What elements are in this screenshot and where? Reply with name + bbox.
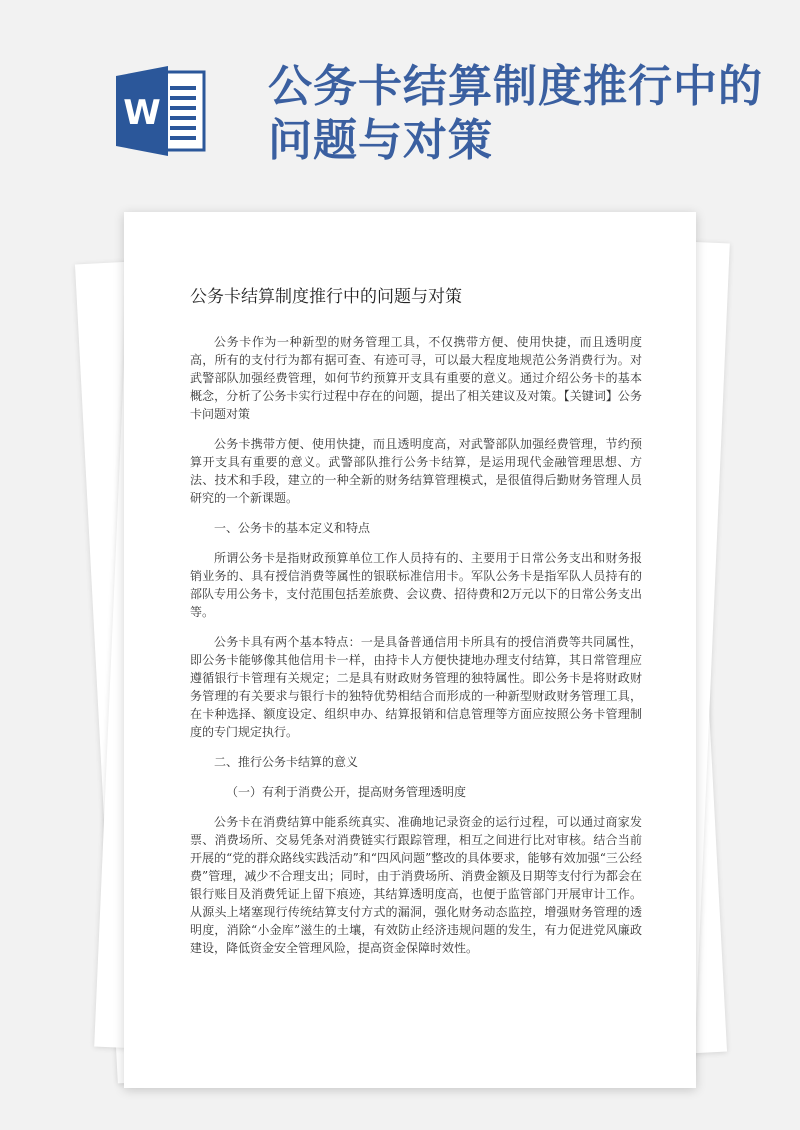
svg-text:W: W: [123, 93, 161, 133]
document-page: [124, 212, 696, 1088]
document-title: 公务卡结算制度推行中的问题与对策: [190, 287, 462, 307]
section-heading: 一、公务卡的基本定义和特点: [214, 521, 371, 535]
section-heading: 二、推行公务卡结算的意义: [214, 755, 359, 769]
body-paragraph: 公务卡在消费结算中能系统真实、准确地记录资金的运行过程，可以通过商家发票、消费场所、交易凭条对消费链实行跟踪管理，相互之间进行比对审核。结合当前开展的“党的群众路线实践活动”和“四风问题”整改的具体要求，能够有效加强“三公经费”管理，减少不合理支出；同时，由于消费场所、消费金额及日期等支付行为都会在银行账目及消费凭证上留下痕迹，其结算透明度高，也便于监管部门开展审计工作。从源头上堵塞现行传统结算支付方式的漏洞，强化财务动态监控，增强财务管理的透明度，消除“小金库”滋生的土壤，有效防止经济违规问题的发生，有力促进党风廉政建设，降低资金安全管理风险，提高资金保障时效性。: [190, 815, 642, 955]
subsection-heading: （一）有利于消费公开，提高财务管理透明度: [226, 785, 467, 799]
document-body: [190, 282, 642, 969]
body-paragraph: 公务卡具有两个基本特点：一是具备普通信用卡所具有的授信消费等共同属性，即公务卡能够像其他信用卡一样，由持卡人方便快捷地办理支付结算，其日常管理应遵循银行卡管理有关规定；二是具有财政财务管理的独特属性。即公务卡是将财政财务管理的有关要求与银行卡的独特优势相结合而形成的一种新型财政财务管理工具，在卡种选择、额度设定、组织申办、结算报销和信息管理等方面应按照公务卡管理制度的专门规定执行。: [190, 635, 642, 739]
abstract-paragraph: 公务卡作为一种新型的财务管理工具，不仅携带方便、使用快捷，而且透明度高，所有的支付行为都有据可查、有迹可寻，可以最大程度地规范公务消费行为。对武警部队加强经费管理，如何节约预算开支具有重要的意义。通过介绍公务卡的基本概念，分析了公务卡实行过程中存在的问题，提出了相关建议及对策。【关键词】公务卡问题对策: [190, 335, 642, 421]
intro-paragraph: 公务卡携带方便、使用快捷，而且透明度高，对武警部队加强经费管理，节约预算开支具有重要的意义。武警部队推行公务卡结算，是运用现代金融管理思想、方法、技术和手段，建立的一种全新的财务结算管理模式，是很值得后勤财务管理人员研究的一个新课题。: [190, 437, 642, 505]
word-document-icon: [112, 62, 210, 160]
page-title: 公务卡结算制度推行中的问题与对策: [268, 61, 763, 166]
body-paragraph: 所谓公务卡是指财政预算单位工作人员持有的、主要用于日常公务支出和财务报销业务的、具有授信消费等属性的银联标准信用卡。军队公务卡是指军队人员持有的部队专用公务卡，支付范围包括差旅费、会议费、招待费和2万元以下的日常公务支出等。: [190, 551, 642, 619]
